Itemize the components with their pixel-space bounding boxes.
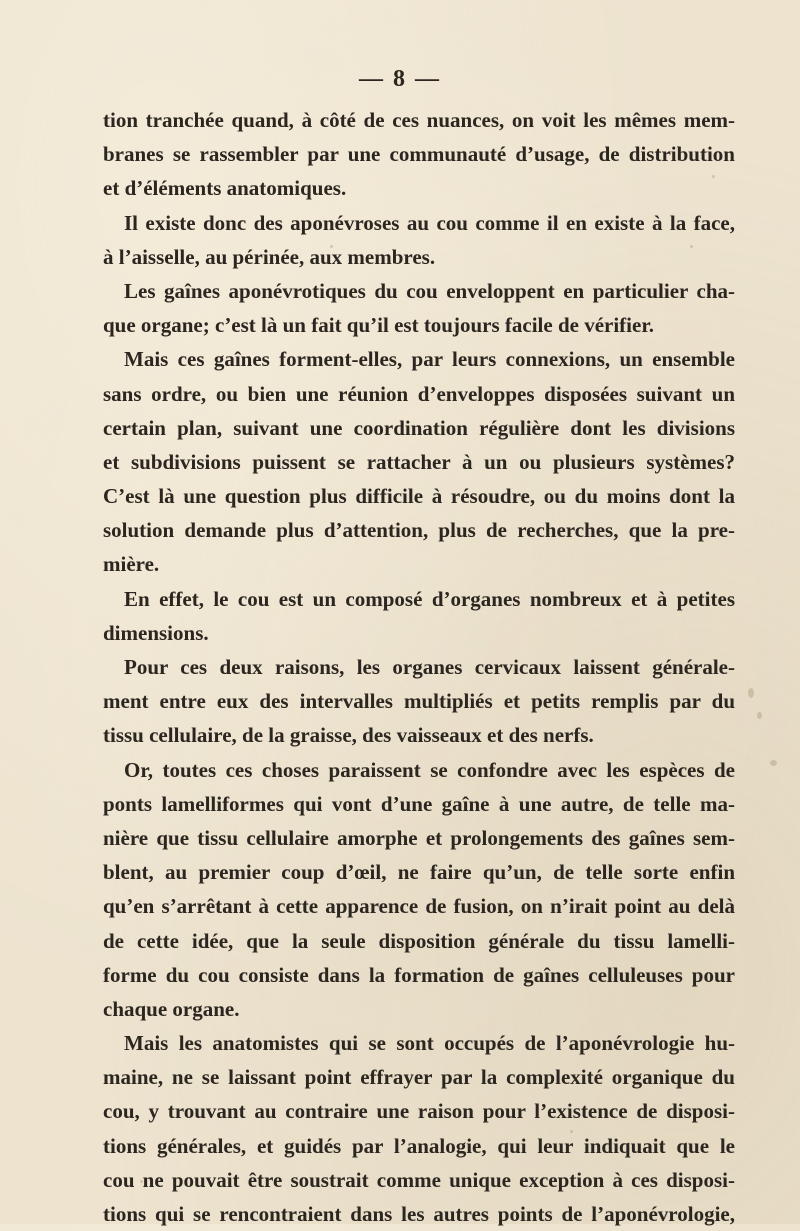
paper-speck <box>712 175 715 178</box>
text-line: que organe; c’est là un fait qu’il est toujours facile de vérifier. <box>103 313 654 338</box>
text-line: cou ne pouvait être soustrait comme unique exception à ces disposi- <box>103 1167 735 1192</box>
text-line: et subdivisions puissent se rattacher à un ou plusieurs systèmes? <box>103 449 735 474</box>
paper-speck <box>330 245 333 248</box>
text-line: certain plan, suivant une coordination régulière dont les divisions <box>103 415 735 440</box>
text-line: mière. <box>103 552 160 577</box>
text-line: Pour ces deux raisons, les organes cervicaux laissent générale- <box>124 655 735 679</box>
paper-speck <box>748 688 754 698</box>
paper-speck <box>757 712 762 719</box>
text-line: tions générales, et guidés par l’analogie, qui leur indiquait que le <box>103 1133 735 1158</box>
text-line: sans ordre, ou bien une réunion d’enveloppes disposées suivant un <box>103 381 735 406</box>
text-line: branes se rassembler par une communauté d’usage, de distribution <box>103 142 735 167</box>
text-line: dimensions. <box>103 620 209 645</box>
text-line: de cette idée, que la seule disposition générale du tissu lamelli- <box>103 928 735 953</box>
text-line: tissu cellulaire, de la graisse, des vaisseaux et des nerfs. <box>103 723 594 748</box>
text-line: Les gaînes aponévrotiques du cou enveloppent en particulier cha- <box>124 278 735 303</box>
text-line: Il existe donc des aponévroses au cou comme il en existe à la face, <box>124 210 735 235</box>
text-line: à l’aisselle, au périnée, aux membres. <box>103 244 436 269</box>
page-number: — 8 — <box>359 66 441 92</box>
text-line: tion tranchée quand, à côté de ces nuances, on voit les mêmes mem- <box>103 108 735 132</box>
text-line: Or, toutes ces choses paraissent se confondre avec les espèces de <box>124 757 735 782</box>
body-text <box>103 103 735 1231</box>
paper-speck <box>570 1130 573 1133</box>
text-line: ment entre eux des intervalles multipliés et petits remplis par du <box>103 689 735 714</box>
text-line: nière que tissu cellulaire amorphe et prolongements des gaînes sem- <box>103 825 735 850</box>
text-line: ponts lamelliformes qui vont d’une gaîne à une autre, de telle ma- <box>103 791 735 816</box>
text-line: Mais ces gaînes forment-elles, par leurs connexions, un ensemble <box>124 347 735 372</box>
paper-speck <box>160 840 163 843</box>
text-line: et d’éléments anatomiques. <box>103 176 347 201</box>
paper-speck <box>770 760 777 766</box>
text-line: blent, au premier coup d’œil, ne faire qu’un, de telle sorte enfin <box>103 860 735 885</box>
text-line: qu’en s’arrêtant à cette apparence de fusion, on n’irait point au delà <box>103 894 735 919</box>
text-line: C’est là une question plus difficile à résoudre, ou du moins dont la <box>103 484 735 509</box>
paper-speck <box>690 245 693 248</box>
text-line: solution demande plus d’attention, plus de recherches, que la pre- <box>103 518 735 543</box>
text-line: maine, ne se laissant point effrayer par la complexité organique du <box>103 1065 735 1090</box>
text-line: chaque organe. <box>103 996 240 1021</box>
paper-speck <box>140 1180 143 1183</box>
text-line: En effet, le cou est un composé d’organes nombreux et à petites <box>124 586 735 611</box>
text-line: tions qui se rencontraient dans les autres points de l’aponévrologie, <box>103 1202 735 1226</box>
text-line: cou, y trouvant au contraire une raison pour l’existence de disposi- <box>103 1099 735 1124</box>
text-line: forme du cou consiste dans la formation de gaînes celluleuses pour <box>103 962 735 987</box>
text-line: Mais les anatomistes qui se sont occupés de l’aponévrologie hu- <box>124 1031 735 1056</box>
